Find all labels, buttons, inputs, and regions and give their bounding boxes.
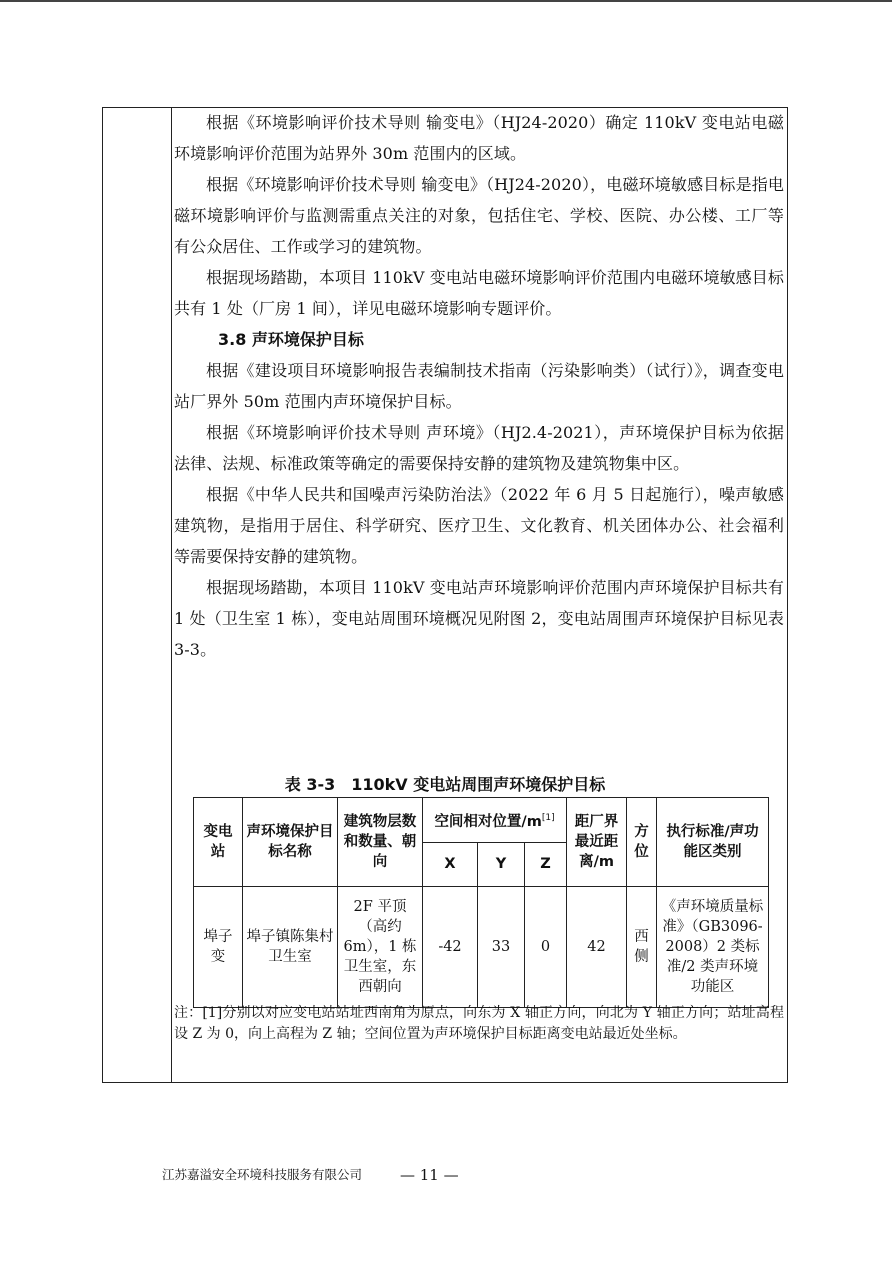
header-direction: 方位 — [627, 798, 657, 887]
page-number: — 11 — — [400, 1166, 459, 1184]
frame-column-divider — [171, 108, 172, 1082]
header-target-name: 声环境保护目标名称 — [243, 798, 338, 887]
footer-company: 江苏嘉溢安全环境科技服务有限公司 — [162, 1167, 363, 1182]
header-position-label: 空间相对位置/m — [434, 813, 542, 830]
table-row — [194, 887, 769, 1008]
cell-target-name: 埠子镇陈集村卫生室 — [243, 887, 338, 1008]
section-heading: 3.8 声环境保护目标 — [218, 330, 364, 349]
paragraph-noise-guideline: 根据《建设项目环境影响报告表编制技术指南（污染影响类）（试行）》，调查变电站厂界外 50m 范围内声环境保护目标。 — [174, 361, 784, 411]
paragraph-em-survey: 根据现场踏勘，本项目 110kV 变电站电磁环境影响评价范围内电磁环境敏感目标共有 1 处（厂房 1 间），详见电磁环境影响专题评价。 — [174, 268, 784, 318]
header-position — [423, 798, 567, 843]
table-caption: 表 3-3 110kV 变电站周围声环境保护目标 — [284, 775, 606, 794]
header-x: X — [423, 842, 478, 887]
table-header-row — [194, 798, 769, 843]
header-y: Y — [478, 842, 525, 887]
table-note: 注：[1]分别以对应变电站站址西南角为原点，向东为 X 轴正方向，向北为 Y 轴正方向；站址高程设 Z 为 0，向上高程为 Z 轴；空间位置为声环境保护目标距离变电站最近处坐标。 — [174, 1005, 784, 1042]
header-position-footnote: [1] — [541, 812, 555, 823]
cell-distance: 42 — [567, 887, 627, 1008]
cell-y: 33 — [478, 887, 525, 1008]
cell-standard: 《声环境质量标准》（GB3096-2008）2 类标准/2 类声环境功能区 — [657, 887, 769, 1008]
paragraph-noise-law: 根据《中华人民共和国噪声污染防治法》（2022 年 6 月 5 日起施行），噪声敏感建筑物，是指用于居住、科学研究、医疗卫生、文化教育、机关团体办公、社会福利等需要保持安静的建筑物。 — [174, 485, 784, 566]
top-rule — [0, 0, 892, 2]
page-footer — [162, 1163, 562, 1187]
paragraph-em-range: 根据《环境影响评价技术导则 输变电》（HJ24-2020）确定 110kV 变电站电磁环境影响评价范围为站界外 30m 范围内的区域。 — [174, 113, 784, 163]
cell-x: -42 — [423, 887, 478, 1008]
header-distance: 距厂界最近距离/m — [567, 798, 627, 887]
cell-building: 2F 平顶（高约 6m），1 栋卫生室，东西朝向 — [338, 887, 423, 1008]
paragraph-noise-definition: 根据《环境影响评价技术导则 声环境》（HJ2.4-2021），声环境保护目标为依据法律、法规、标准政策等确定的需要保持安静的建筑物及建筑物集中区。 — [174, 423, 784, 473]
header-standard: 执行标准/声功能区类别 — [657, 798, 769, 887]
header-substation: 变电站 — [194, 798, 243, 887]
paragraph-noise-survey: 根据现场踏勘，本项目 110kV 变电站声环境影响评价范围内声环境保护目标共有 1 处（卫生室 1 栋），变电站周围环境概况见附图 2，变电站周围声环境保护目标见表 3-3。 — [174, 578, 784, 659]
cell-direction: 西侧 — [627, 887, 657, 1008]
header-building: 建筑物层数和数量、朝向 — [338, 798, 423, 887]
main-content — [174, 107, 784, 665]
cell-z: 0 — [525, 887, 567, 1008]
noise-target-table — [193, 797, 769, 1008]
paragraph-em-definition: 根据《环境影响评价技术导则 输变电》（HJ24-2020），电磁环境敏感目标是指电磁环境影响评价与监测需重点关注的对象，包括住宅、学校、医院、办公楼、工厂等有公众居住、工作或学习的建筑物。 — [174, 175, 784, 256]
cell-substation: 埠子变 — [194, 887, 243, 1008]
header-z: Z — [525, 842, 567, 887]
